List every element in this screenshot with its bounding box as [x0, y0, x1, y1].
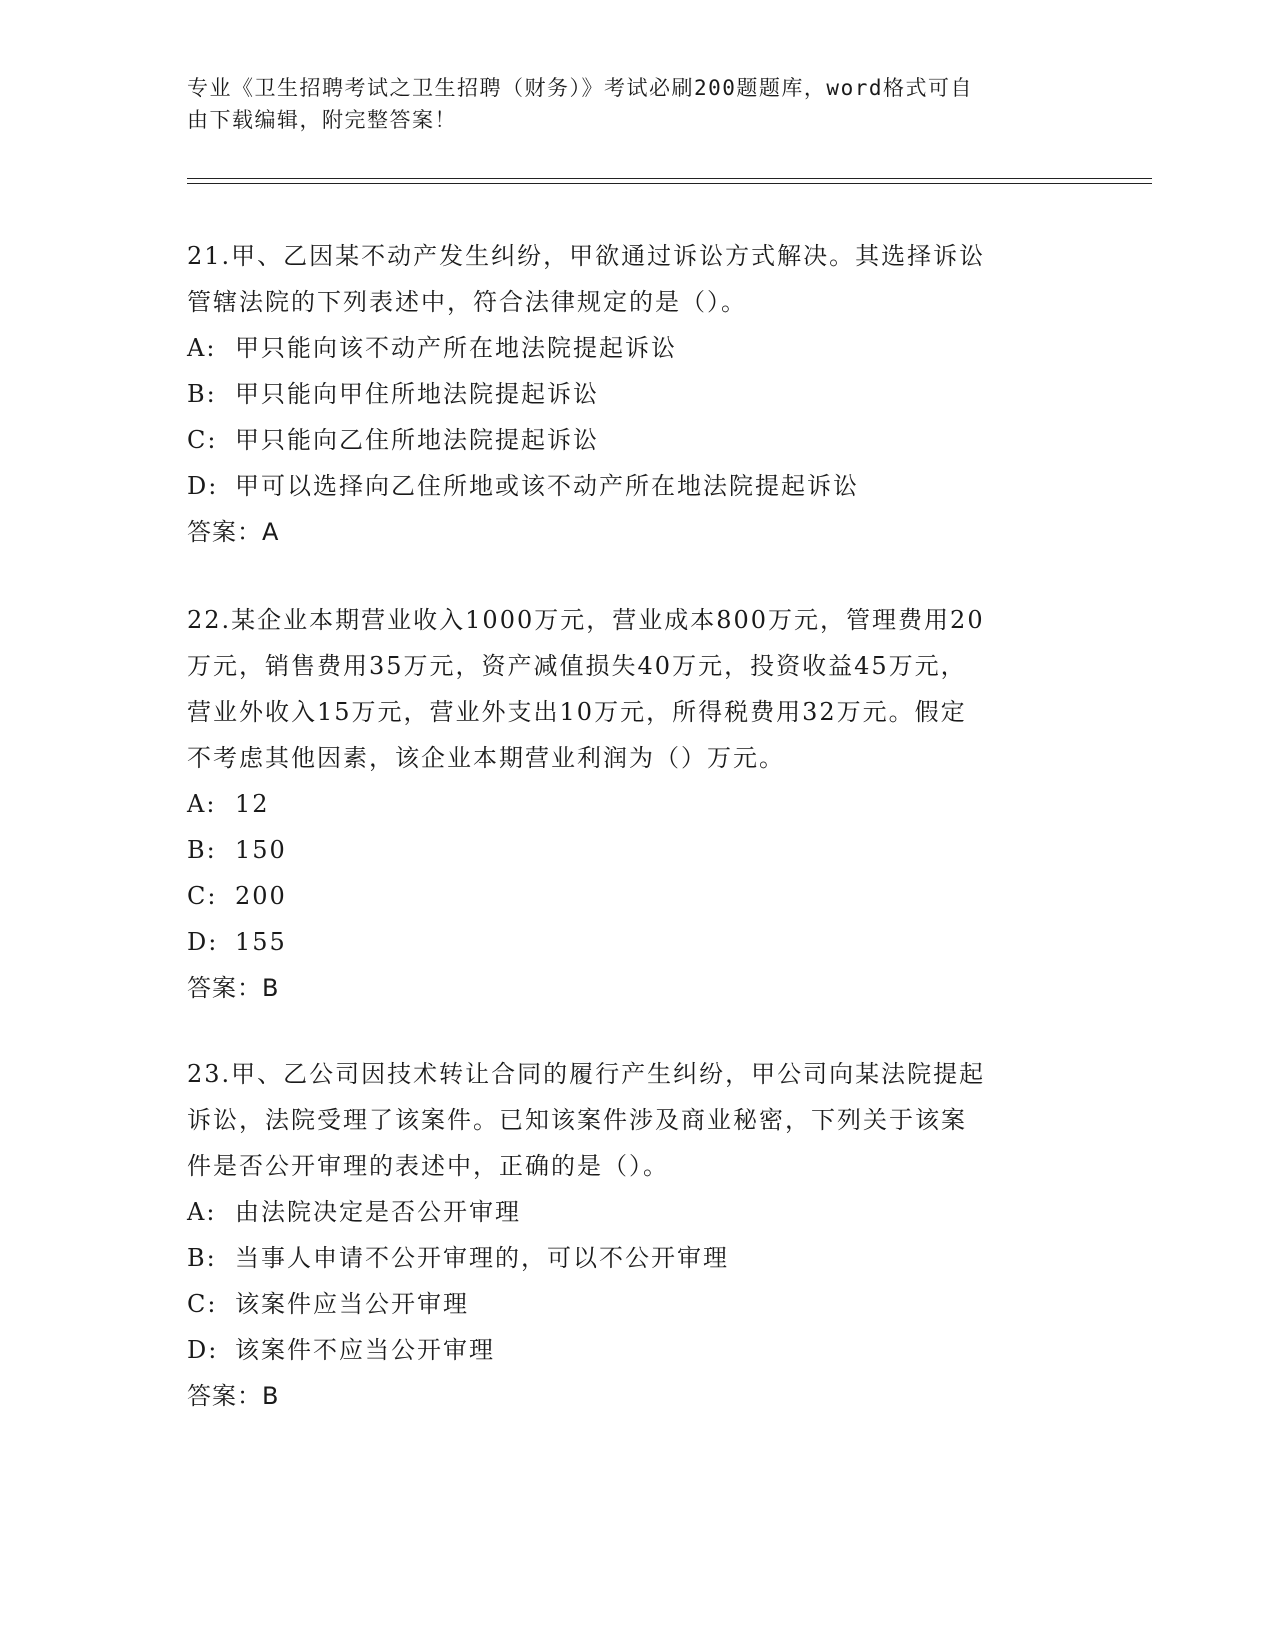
answer-line: 答案：B — [187, 974, 280, 1002]
question-stem-line: 22.某企业本期营业收入1000万元，营业成本800万元，管理费用20 — [187, 606, 985, 634]
answer-line: 答案：B — [187, 1382, 280, 1410]
option-text: 当事人申请不公开审理的，可以不公开审理 — [235, 1244, 729, 1272]
option-text: 甲只能向该不动产所在地法院提起诉讼 — [235, 334, 677, 362]
option-text: 甲只能向甲住所地法院提起诉讼 — [235, 380, 599, 408]
option-text: 150 — [235, 836, 287, 864]
option-c — [187, 417, 1087, 463]
header-line-1: 专业《卫生招聘考试之卫生招聘（财务）》考试必刷200题题库，word格式可自 — [187, 76, 973, 100]
question-stem-line: 管辖法院的下列表述中，符合法律规定的是（）。 — [187, 288, 747, 316]
question-stem-line: 21.甲、乙因某不动产发生纠纷，甲欲通过诉讼方式解决。其选择诉讼 — [187, 242, 986, 270]
question-21 — [187, 233, 1087, 555]
option-text: 155 — [235, 928, 287, 956]
question-stem-line: 诉讼，法院受理了该案件。已知该案件涉及商业秘密，下列关于该案 — [187, 1106, 967, 1134]
question-22 — [187, 597, 1087, 1011]
question-stem-line: 万元，销售费用35万元，资产减值损失40万元，投资收益45万元， — [187, 652, 967, 680]
option-text: 12 — [235, 790, 270, 818]
option-letter: A: — [187, 1198, 217, 1226]
option-text: 甲可以选择向乙住所地或该不动产所在地法院提起诉讼 — [235, 472, 859, 500]
question-stem-line: 不考虑其他因素，该企业本期营业利润为（）万元。 — [187, 744, 785, 772]
option-d — [187, 463, 1087, 509]
option-text: 甲只能向乙住所地法院提起诉讼 — [235, 426, 599, 454]
option-d — [187, 1327, 1087, 1373]
option-letter: B: — [187, 380, 217, 408]
option-text: 200 — [235, 882, 287, 910]
document-header — [187, 72, 1067, 136]
option-d — [187, 919, 1087, 965]
option-letter: A: — [187, 334, 217, 362]
option-b — [187, 1235, 1087, 1281]
question-stem-line: 营业外收入15万元，营业外支出10万元，所得税费用32万元。假定 — [187, 698, 967, 726]
option-b — [187, 371, 1087, 417]
question-stem-line: 23.甲、乙公司因技术转让合同的履行产生纠纷，甲公司向某法院提起 — [187, 1060, 986, 1088]
header-divider-top — [187, 178, 1152, 179]
option-letter: D: — [187, 472, 219, 500]
option-letter: D: — [187, 928, 219, 956]
option-letter: C: — [187, 882, 218, 910]
answer-line: 答案：A — [187, 518, 280, 546]
option-c — [187, 1281, 1087, 1327]
option-a — [187, 781, 1087, 827]
header-divider-bottom — [187, 183, 1152, 184]
option-letter: B: — [187, 1244, 217, 1272]
option-text: 该案件应当公开审理 — [235, 1290, 469, 1318]
option-letter: A: — [187, 790, 217, 818]
option-a — [187, 1189, 1087, 1235]
option-c — [187, 873, 1087, 919]
option-text: 由法院决定是否公开审理 — [235, 1198, 521, 1226]
option-letter: B: — [187, 836, 217, 864]
option-b — [187, 827, 1087, 873]
option-letter: C: — [187, 426, 218, 454]
header-line-2: 由下载编辑，附完整答案！ — [187, 108, 457, 132]
option-letter: C: — [187, 1290, 218, 1318]
option-a — [187, 325, 1087, 371]
question-23 — [187, 1051, 1087, 1419]
question-stem-line: 件是否公开审理的表述中，正确的是（）。 — [187, 1152, 669, 1180]
option-letter: D: — [187, 1336, 219, 1364]
option-text: 该案件不应当公开审理 — [235, 1336, 495, 1364]
